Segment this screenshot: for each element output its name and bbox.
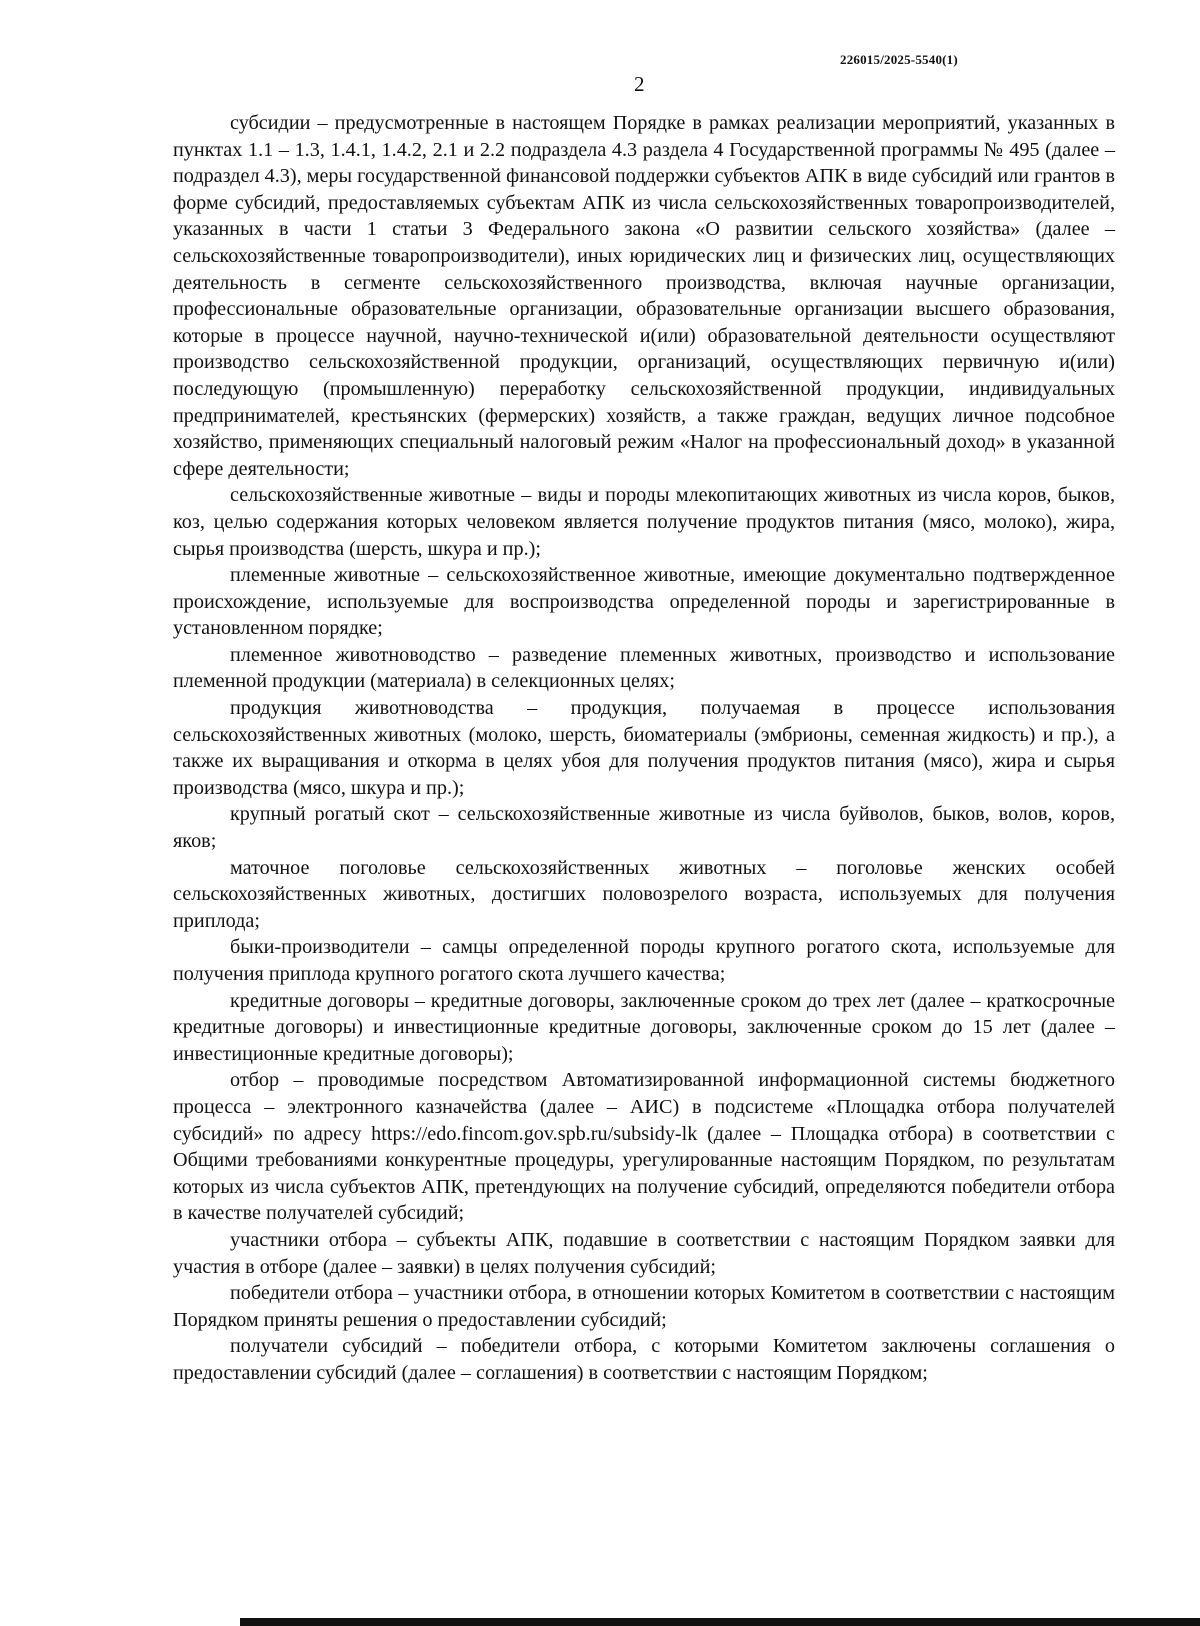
definition-subsidies: субсидии – предусмотренные в настоящем Порядке в рамках реализации мероприятий, указанных в пунктах 1.1 – 1.3, 1.4.1, 1.4.2, 2.1 и 2.2 подраздела 4.3 раздела 4 Государственной программы № 495 (далее – подраздел 4.3), меры государственной финансовой поддержки субъектов АПК в виде субсидий или грантов в форме субсидий, предоставляемых субъектам АПК из числа сельскохозяйственных товаропроизводителей, указанных в части 1 статьи 3 Федерального закона «О развитии сельского хозяйства» (далее – сельскохозяйственные товаропроизводители), иных юридических лиц и физических лиц, осуществляющих деятельность в сегменте сельскохозяйственного производства, включая научные организации, профессиональные образовательные организации, образовательные организации высшего образования, которые в процессе научной, научно-технической и(или) образовательной деятельности осуществляют производство сельскохозяйственной продукции, организаций, осуществляющих первичную и(или) последующую (промышленную) переработку сельскохозяйственной продукции, индивидуальных предпринимателей, крестьянских (фермерских) хозяйств, а также граждан, ведущих личное подсобное хозяйство, применяющих специальный налоговый режим «Налог на профессиональный доход» в указанной сфере деятельности; <box>173 112 1115 480</box>
page-number: 2 <box>634 72 645 96</box>
definition-credit-agreements: кредитные договоры – кредитные договоры, заключенные сроком до трех лет (далее – краткосрочные кредитные договоры) и инвестиционные кредитные договоры, заключенные сроком до 15 лет (далее – инвестиционные кредитные договоры); <box>173 989 1115 1065</box>
definition-livestock-products: продукция животноводства – продукция, получаемая в процессе использования сельскохозяйственных животных (молоко, шерсть, биоматериалы (эмбрионы, семенная жидкость) и пр.), а также их выращивания и откорма в целях убоя для получения продуктов питания (мясо), жира и сырья производства (мясо, шкура и пр.); <box>173 697 1115 799</box>
definition-cattle: крупный рогатый скот – сельскохозяйственные животные из числа буйволов, быков, волов, коров, яков; <box>173 803 1115 853</box>
document-registration-number: 226015/2025-5540(1) <box>840 52 958 67</box>
definition-breeding-livestock: племенное животноводство – разведение племенных животных, производство и использование племенной продукции (материала) в селекционных целях; <box>173 643 1115 693</box>
definition-subsidy-recipients: получатели субсидий – победители отбора, с которыми Комитетом заключены соглашения о предоставлении субсидий (далее – соглашения) в соответствии с настоящим Порядком; <box>173 1335 1115 1384</box>
definition-selection-winners: победители отбора – участники отбора, в отношении которых Комитетом в соответствии с настоящим Порядком приняты решения о предоставлении субсидий; <box>173 1282 1115 1331</box>
document-body <box>173 110 1115 1387</box>
definition-breeding-stock: маточное поголовье сельскохозяйственных животных – поголовье женских особей сельскохозяйственных животных, достигших половозрелого возраста, используемых для получения приплода; <box>173 856 1115 932</box>
definition-farm-animals: сельскохозяйственные животные – виды и породы млекопитающих животных из числа коров, быков, коз, целью содержания которых человеком является получение продуктов питания (мясо, молоко), жира, сырья производства (шерсть, шкура и пр.); <box>173 484 1115 560</box>
definition-selection-participants: участники отбора – субъекты АПК, подавшие в соответствии с настоящим Порядком заявки для участия в отборе (далее – заявки) в целях получения субсидий; <box>173 1228 1115 1278</box>
definition-breeding-animals: племенные животные – сельскохозяйственное животные, имеющие документально подтвержденное происхождение, используемые для воспроизводства определенной породы и зарегистрированные в установленном порядке; <box>173 564 1115 640</box>
definition-sire-bulls: быки-производители – самцы определенной породы крупного рогатого скота, используемые для получения приплода крупного рогатого скота лучшего качества; <box>173 936 1115 985</box>
scan-border-line <box>240 1618 1200 1626</box>
definition-selection: отбор – проводимые посредством Автоматизированной информационной системы бюджетного процесса – электронного казначейства (далее – АИС) в подсистеме «Площадка отбора получателей субсидий» по адресу https://edo.fincom.gov.spb.ru/subsidy-lk (далее – Площадка отбора) в соответствии с Общими требованиями конкурентные процедуры, урегулированные настоящим Порядком, по результатам которых из числа субъектов АПК, претендующих на получение субсидий, определяются победители отбора в качестве получателей субсидий; <box>173 1069 1115 1225</box>
